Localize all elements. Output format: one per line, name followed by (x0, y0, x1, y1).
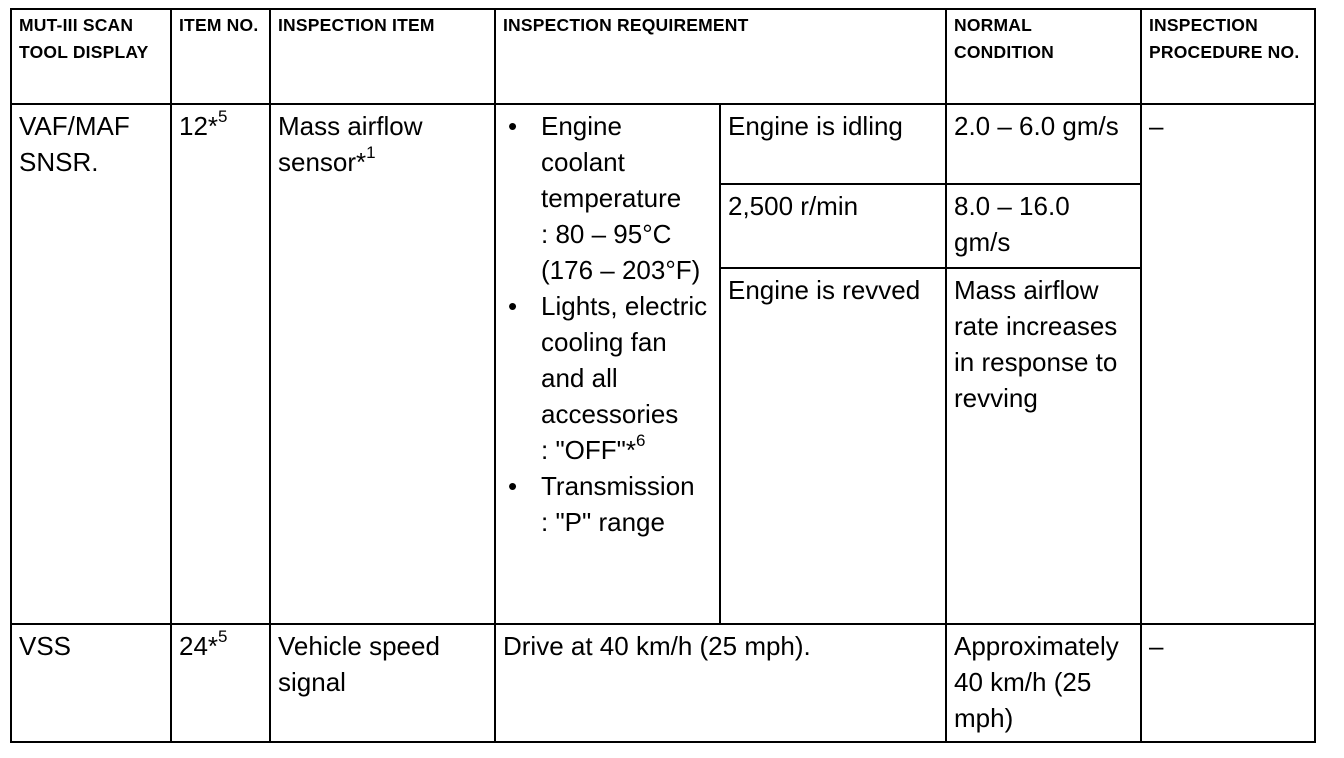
cell-procedure-no-vss: – (1141, 624, 1315, 742)
header-display: MUT-III SCAN TOOL DISPLAY (11, 9, 171, 104)
req-transmission-title: Transmission (541, 471, 695, 501)
item-no-footnote: 5 (218, 107, 228, 126)
cell-inspection-item-vss: Vehicle speed signal (270, 624, 495, 742)
cell-item-no-vss (171, 624, 270, 742)
cell-normal-revved: Mass airflow rate increases in response to revving (946, 268, 1141, 624)
list-item (541, 468, 712, 540)
req-transmission-detail: : "P" range (541, 507, 665, 537)
item-no-text: 12* (179, 111, 219, 141)
list-item (541, 288, 712, 468)
req-accessories-detail: : "OFF"* (541, 435, 637, 465)
req-accessories-title: Lights, electric cooling fan and all accessories (541, 291, 708, 429)
cell-normal-2500: 8.0 – 16.0 gm/s (946, 184, 1141, 268)
cell-requirement-vss: Drive at 40 km/h (25 mph). (495, 624, 946, 742)
cell-display: VAF/MAF SNSR. (11, 104, 171, 624)
header-inspection-requirement: INSPECTION REQUIREMENT (495, 9, 946, 104)
req-accessories-footnote: 6 (636, 431, 646, 450)
cell-display-vss: VSS (11, 624, 171, 742)
header-normal-condition: NORMAL CONDITION (946, 9, 1141, 104)
inspection-table (10, 8, 1316, 743)
item-no-text: 24* (179, 631, 219, 661)
cell-state-2500: 2,500 r/min (720, 184, 946, 268)
cell-item-no (171, 104, 270, 624)
cell-procedure-no: – (1141, 104, 1315, 624)
table-row (11, 104, 1315, 184)
item-no-footnote: 5 (218, 627, 228, 646)
req-coolant-title: Engine coolant temperature (541, 111, 682, 213)
header-item-no: ITEM NO. (171, 9, 270, 104)
requirement-list (503, 108, 712, 540)
cell-requirements (495, 104, 720, 624)
header-row (11, 9, 1315, 104)
cell-inspection-item (270, 104, 495, 624)
header-procedure-no: INSPECTION PROCEDURE NO. (1141, 9, 1315, 104)
cell-normal-vss: Approximately 40 km/h (25 mph) (946, 624, 1141, 742)
req-coolant-detail: : 80 – 95°C (176 – 203°F) (541, 219, 701, 285)
list-item (541, 108, 712, 288)
cell-normal-idling: 2.0 – 6.0 gm/s (946, 104, 1141, 184)
inspection-item-text: Mass airflow sensor* (278, 111, 423, 177)
cell-state-idling: Engine is idling (720, 104, 946, 184)
table-row (11, 624, 1315, 742)
inspection-item-footnote: 1 (366, 143, 376, 162)
header-inspection-item: INSPECTION ITEM (270, 9, 495, 104)
cell-state-revved: Engine is revved (720, 268, 946, 624)
